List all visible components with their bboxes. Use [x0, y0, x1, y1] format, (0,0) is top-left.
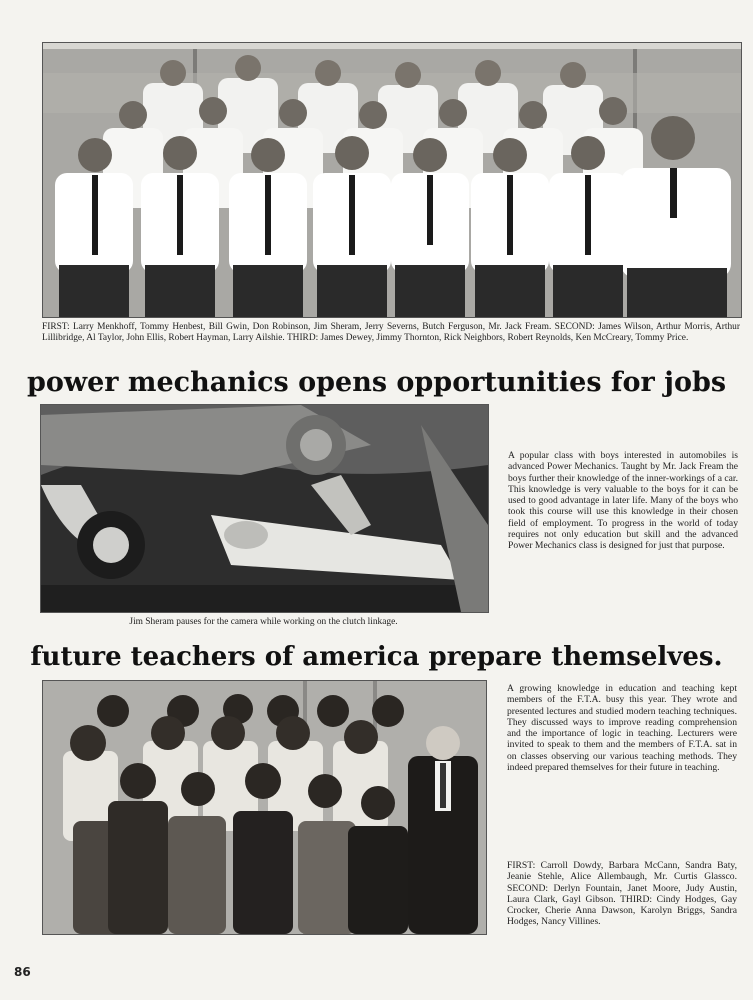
power-mechanics-roster-caption: FIRST: Larry Menkhoff, Tommy Henbest, Bill Gwin, Don Robinson, Jim Sheram, Jerry Severns, Butch Ferguson, Mr. Jack Fream. SECOND: James Wilson, Arthur Morris, Arthur Lillibridge, Al Taylor, John Ellis, Robert Hayman, Larry Ailshie. THIRD: James Dewey, Jimmy Thornton, Rick Neighbors, Robert Reynolds, Ken McCreary, Tommy Price. [42, 322, 740, 343]
clutch-linkage-photo [40, 404, 489, 613]
clutch-linkage-caption: Jim Sheram pauses for the camera while working on the clutch linkage. [129, 617, 398, 627]
under-car-illustration [41, 405, 488, 612]
fta-roster-caption: FIRST: Carroll Dowdy, Barbara McCann, Sandra Baty, Jeanie Stehle, Alice Allembaugh, Mr. Curtis Glassco. SECOND: Derlyn Fountain, Janet Moore, Judy Austin, Laura Clark, Gayl Gibson. THIRD: Cindy Hodges, Gay Crocker, Cherie Anna Dawson, Karolyn Briggs, Sandra Hodges, Nancy Villines. [507, 860, 737, 928]
page-number: 86 [14, 965, 31, 979]
power-mechanics-group-photo [42, 42, 742, 318]
fta-group-photo [42, 680, 487, 935]
fta-body: A growing knowledge in education and teaching kept members of the F.T.A. busy this year. They wrote and presented lectures and studied modern teaching techniques. They discussed ways to improve reading comprehension and the importance of logic in teaching. Lecturers were invited to speak to them and the members of F.T.A. sat in on classes observing our various teaching methods. They indeed prepared themselves for their future in teaching. [507, 683, 737, 774]
fta-headline: future teachers of america prepare themselves. [30, 642, 723, 672]
power-mechanics-headline: power mechanics opens opportunities for jobs [26, 367, 727, 398]
fta-photo-illustration [43, 681, 486, 934]
group-photo-illustration [43, 43, 741, 317]
power-mechanics-body: A popular class with boys interested in automobiles is advanced Power Mechanics. Taught by Mr. Jack Fream the boys further their knowledge of the inner-workings of a car. This knowledge is very valuable to the boys for it can be used to good advantage in later life. Many of the boys who took this course will use this knowledge in their chosen field of employment. To progress in the world of today requires not only education but skill and the advanced Power Mechanics class is designed for just that purpose. [508, 450, 738, 552]
